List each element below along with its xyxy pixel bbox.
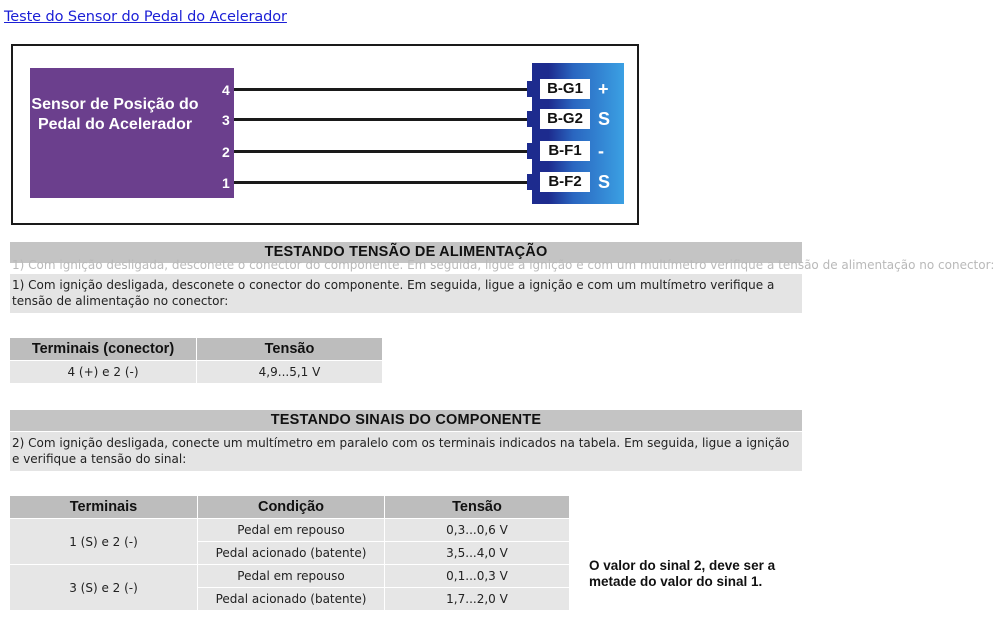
connector-pin-label: B-G2 <box>540 109 590 129</box>
section-description-signals: 2) Com ignição desligada, conecte um multímetro em paralelo com os terminais indicados na tabela. Em seguida, ligue a ignição e verifique a tensão do sinal: <box>10 432 802 471</box>
sensor-pin-4: 4 <box>222 82 230 98</box>
voltage-cell: 1,7...2,0 V <box>385 588 570 611</box>
supply-voltage-table <box>9 337 383 384</box>
terminal-cell: 3 (S) e 2 (-) <box>10 565 198 611</box>
condition-cell: Pedal em repouso <box>198 565 385 588</box>
signal-voltage-table <box>9 495 570 611</box>
terminal-cell: 4 (+) e 2 (-) <box>10 361 197 384</box>
connector-pin-function: + <box>598 79 609 99</box>
wire-pin-4 <box>234 88 534 91</box>
voltage-cell: 3,5...4,0 V <box>385 542 570 565</box>
connector-tab <box>527 111 539 127</box>
section-heading-component-signals: TESTANDO SINAIS DO COMPONENTE <box>10 410 802 431</box>
connector-pin-label: B-F2 <box>540 172 590 192</box>
clipped-text-artifact: 1) Com ignição desligada, desconete o conector do componente. Em seguida, ligue a ignição e com um multímetro verifique a tensão de alimentação no conector: <box>12 258 994 272</box>
column-header: Tensão <box>197 338 383 361</box>
voltage-cell: 4,9...5,1 V <box>197 361 383 384</box>
terminal-cell: 1 (S) e 2 (-) <box>10 519 198 565</box>
connector-tab <box>527 81 539 97</box>
connector-tab <box>527 143 539 159</box>
connector-pin-label: B-F1 <box>540 141 590 161</box>
sensor-pin-2: 2 <box>222 144 230 160</box>
sensor-label: Sensor de Posição do Pedal do Acelerador <box>31 96 199 133</box>
condition-cell: Pedal acionado (batente) <box>198 542 385 565</box>
column-header: Tensão <box>385 496 570 519</box>
voltage-cell: 0,3...0,6 V <box>385 519 570 542</box>
voltage-cell: 0,1...0,3 V <box>385 565 570 588</box>
connector-pin-function: S <box>598 109 611 129</box>
sensor-pin-1: 1 <box>222 175 230 191</box>
wire-pin-2 <box>234 150 534 153</box>
page-title-link[interactable]: Teste do Sensor do Pedal do Acelerador <box>4 9 287 25</box>
table-row <box>10 565 570 588</box>
connector-pin-label: B-G1 <box>540 79 590 99</box>
column-header: Condição <box>198 496 385 519</box>
sensor-pin-3: 3 <box>222 112 230 128</box>
connector-pin-function: - <box>598 141 604 161</box>
section-heading-supply-voltage: TESTANDO TENSÃO DE ALIMENTAÇÃO <box>10 242 802 263</box>
column-header: Terminais <box>10 496 198 519</box>
column-header: Terminais (conector) <box>10 338 197 361</box>
table-row <box>10 519 570 542</box>
wire-pin-1 <box>234 181 534 184</box>
section-description-supply: 1) Com ignição desligada, desconete o conector do componente. Em seguida, ligue a ignição e com um multímetro verifique a tensão de alimentação no conector: <box>10 274 802 313</box>
signal-ratio-note: O valor do sinal 2, deve ser a metade do valor do sinal 1. <box>589 558 776 589</box>
condition-cell: Pedal em repouso <box>198 519 385 542</box>
table-row <box>10 361 383 384</box>
connector-tab <box>527 174 539 190</box>
connector-pin-function: S <box>598 172 611 192</box>
condition-cell: Pedal acionado (batente) <box>198 588 385 611</box>
wire-pin-3 <box>234 118 534 121</box>
sensor-block <box>30 68 234 198</box>
